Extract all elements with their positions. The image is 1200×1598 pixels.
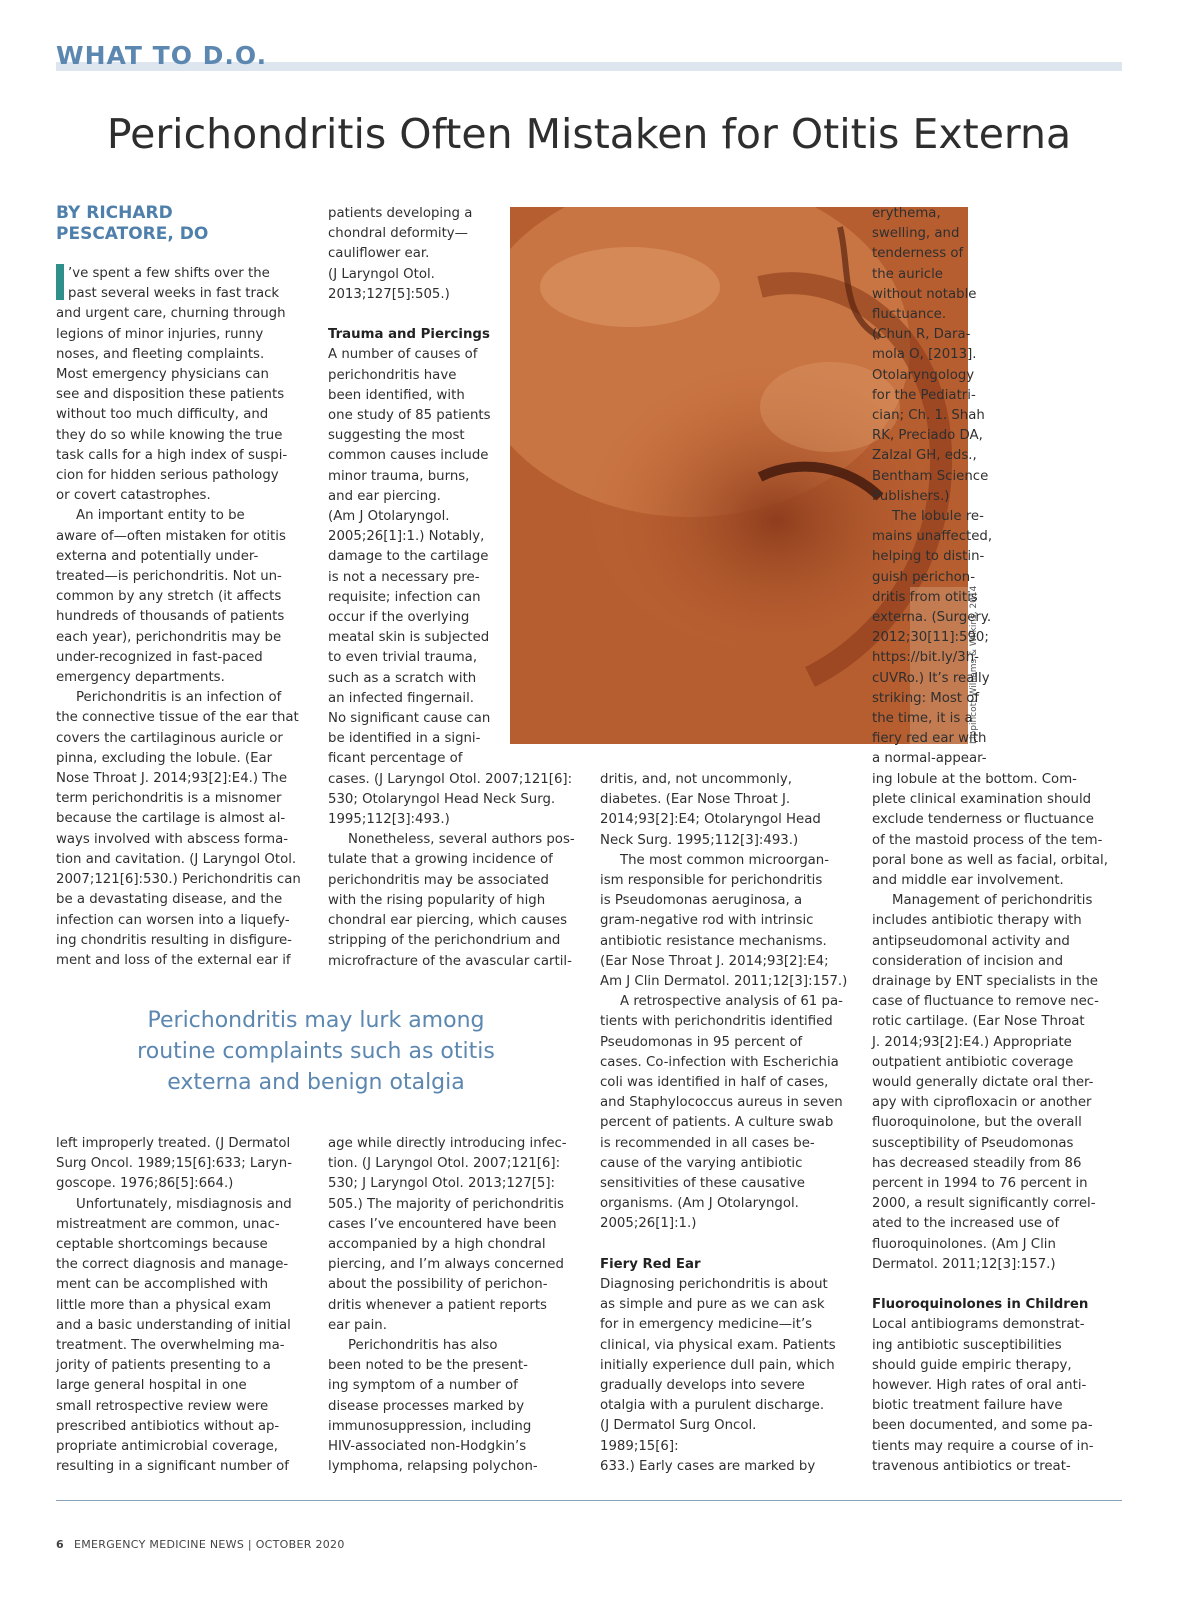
text-line: occur if the overlying	[328, 610, 470, 626]
text-line: Nose Throat J. 2014;93[2]:E4.) The	[56, 771, 288, 787]
text-line: Perichondritis has also	[348, 1338, 498, 1354]
text-line: little more than a physical exam	[56, 1297, 272, 1313]
section-label: WHAT TO D.O.	[56, 41, 268, 70]
text-line: because the cartilage is almost al-	[56, 811, 286, 827]
text-line: cian; Ch. 1. Shah	[872, 408, 985, 424]
text-line: ing chondritis resulting in disfigure-	[56, 932, 292, 948]
text-line: damage to the cartilage	[328, 549, 489, 565]
text-line: 2012;30[11]:590;	[872, 630, 989, 646]
text-line: stripping of the perichondrium and	[328, 933, 561, 949]
text-line: striking: Most of	[872, 690, 980, 706]
text-line: 1989;15[6]:	[600, 1438, 679, 1454]
text-line: swelling, and	[872, 226, 960, 242]
text-line: tients may require a course of in-	[872, 1438, 1094, 1454]
text-line: Most emergency physicians can	[56, 367, 269, 383]
text-line: Nonetheless, several authors pos-	[348, 832, 575, 848]
text-line: No significant cause can	[328, 711, 491, 727]
text-line: dritis, and, not uncommonly,	[600, 772, 792, 787]
text-line: microfracture of the avascular cartil-	[328, 953, 572, 969]
text-line: (Chun R, Dara-	[872, 327, 971, 343]
text-line: ficant percentage of	[328, 751, 463, 767]
text-line: without too much difficulty, and	[56, 407, 269, 423]
text-line: guish perichon-	[872, 569, 976, 585]
text-line: tenderness of	[872, 246, 964, 262]
text-line: Otolaryngology	[872, 367, 975, 383]
text-line: externa and potentially under-	[56, 548, 259, 564]
pull-quote-line: externa and benign otalgia	[167, 1070, 465, 1095]
text-line: and middle ear involvement.	[872, 873, 1064, 889]
pull-quote	[86, 1005, 546, 1098]
text-line: 530; J Laryngol Otol. 2013;127[5]:	[328, 1176, 556, 1192]
text-line: past several weeks in fast track	[68, 286, 280, 302]
text-line: 505.) The majority of perichondritis	[328, 1196, 564, 1212]
text-line: HIV-associated non-Hodgkin’s	[328, 1439, 527, 1455]
text-line: 530; Otolaryngol Head Neck Surg.	[328, 791, 556, 807]
text-line: RK, Preciado DA,	[872, 428, 983, 444]
text-line: ment can be accomplished with	[56, 1277, 269, 1293]
pull-quote-line: Perichondritis may lurk among	[147, 1008, 485, 1033]
text-line: gram-negative rod with intrinsic	[600, 913, 814, 929]
text-line: age while directly introducing infec-	[328, 1136, 567, 1151]
text-line: lymphoma, relapsing polychon-	[328, 1459, 538, 1475]
text-line: common causes include	[328, 448, 489, 464]
text-line: Local antibiograms demonstrat-	[872, 1317, 1085, 1333]
text-line: Diagnosing perichondritis is about	[600, 1277, 828, 1293]
text-line: cases I’ve encountered have been	[328, 1216, 557, 1232]
text-line: cases. (J Laryngol Otol. 2007;121[6]:	[328, 771, 573, 787]
text-line: antipseudomonal activity and	[872, 933, 1070, 949]
text-line: legions of minor injuries, runny	[56, 326, 264, 342]
text-line: treated—is perichondritis. Not un-	[56, 569, 282, 585]
text-line: treatment. The overwhelming ma-	[56, 1338, 285, 1354]
text-line: disease processes marked by	[328, 1398, 525, 1414]
text-line: piercing, and I’m always concerned	[328, 1257, 564, 1273]
text-line: (J Laryngol Otol.	[328, 266, 435, 282]
text-line: resulting in a significant number of	[56, 1459, 289, 1475]
text-line: ceptable shortcomings because	[56, 1237, 268, 1253]
text-line: each year), perichondritis may be	[56, 629, 282, 645]
text-line: poral bone as well as facial, orbital,	[872, 852, 1108, 868]
text-line: propriate antimicrobial coverage,	[56, 1439, 279, 1455]
text-line: 2014;93[2]:E4; Otolaryngol Head	[600, 812, 821, 828]
text-line: ear pain.	[328, 1317, 387, 1333]
text-line: Pseudomonas in 95 percent of	[600, 1034, 803, 1050]
text-line: An important entity to be	[76, 508, 245, 524]
text-line: the auricle	[872, 266, 943, 282]
text-line: percent of patients. A culture swab	[600, 1115, 834, 1131]
text-line: small retrospective review were	[56, 1398, 269, 1414]
text-line: 2007;121[6]:530.) Perichondritis can	[56, 872, 301, 888]
text-line: left improperly treated. (J Dermatol	[56, 1136, 291, 1151]
text-line: and ear piercing.	[328, 488, 441, 504]
text-line: susceptibility of Pseudomonas	[872, 1135, 1074, 1151]
text-line: apy with ciprofloxacin or another	[872, 1095, 1092, 1111]
text-line: aware of—often mistaken for otitis	[56, 528, 286, 544]
text-line: coli was identified in half of cases,	[600, 1075, 829, 1091]
text-line: the connective tissue of the ear that	[56, 710, 299, 726]
headline: Perichondritis Often Mistaken for Otitis Externa	[106, 110, 1072, 158]
text-line: Bentham Science	[872, 468, 989, 484]
text-line: chondral ear piercing, which causes	[328, 913, 567, 929]
text-line: and urgent care, churning through	[56, 306, 286, 322]
text-line: under-recognized in fast-paced	[56, 649, 263, 665]
text-line: and a basic understanding of initial	[56, 1317, 291, 1333]
text-line: perichondritis may be associated	[328, 872, 549, 888]
text-line: drainage by ENT specialists in the	[872, 974, 1098, 990]
text-line: patients developing a	[328, 206, 473, 221]
text-line: 2000, a result significantly correl-	[872, 1196, 1096, 1212]
text-line: cause of the varying antibiotic	[600, 1155, 803, 1171]
text-line: been noted to be the present-	[328, 1358, 528, 1374]
text-line: ated to the increased use of	[872, 1216, 1060, 1232]
column-3-body	[600, 770, 850, 1477]
text-line: should guide empiric therapy,	[872, 1357, 1072, 1373]
text-line: clinical, via physical exam. Patients	[600, 1337, 836, 1353]
text-line: pinna, excluding the lobule. (Ear	[56, 750, 273, 766]
text-line: Am J Clin Dermatol. 2011;12[3]:157.)	[600, 974, 848, 990]
text-line: cion for hidden serious pathology	[56, 468, 279, 484]
text-line: been identified, with	[328, 387, 465, 403]
text-line: to even trivial trauma,	[328, 650, 478, 666]
text-line: the correct diagnosis and manage-	[56, 1257, 289, 1273]
text-line: fluoroquinolone, but the overall	[872, 1115, 1082, 1131]
text-line: covers the cartilaginous auricle or	[56, 730, 283, 746]
text-line: with the rising popularity of high	[328, 892, 546, 908]
byline-line: BY RICHARD	[56, 203, 173, 223]
text-line: percent in 1994 to 76 percent in	[872, 1176, 1088, 1192]
text-line: Fiery Red Ear	[600, 1256, 701, 1272]
text-line: A number of causes of	[328, 347, 478, 363]
text-line: dritis from otitis	[872, 589, 978, 605]
text-line: diabetes. (Ear Nose Throat J.	[600, 792, 791, 808]
text-line: see and disposition these patients	[56, 387, 285, 403]
text-line: fiery red ear with	[872, 731, 987, 747]
text-line: is recommended in all cases be-	[600, 1135, 815, 1151]
text-line: minor trauma, burns,	[328, 468, 470, 484]
text-line: term perichondritis is a misnomer	[56, 791, 282, 807]
text-line: consideration of incision and	[872, 953, 1064, 969]
text-line: large general hospital in one	[56, 1378, 247, 1394]
text-line: requisite; infection can	[328, 589, 481, 605]
text-line: be a devastating disease, and the	[56, 892, 283, 908]
text-line: accompanied by a high chondral	[328, 1237, 546, 1253]
text-line: exclude tenderness or fluctuance	[872, 812, 1094, 828]
publication-line: EMERGENCY MEDICINE NEWS | OCTOBER 2020	[73, 1538, 345, 1551]
text-line: outpatient antibiotic coverage	[872, 1054, 1074, 1070]
text-line: cauliflower ear.	[328, 246, 430, 262]
text-line: otalgia with a purulent discharge.	[600, 1398, 825, 1414]
byline-line: PESCATORE, DO	[56, 224, 209, 244]
text-line: prescribed antibiotics without ap-	[56, 1418, 280, 1434]
text-line: mains unaffected,	[872, 529, 993, 545]
text-line: 1995;112[3]:493.)	[328, 812, 450, 828]
text-line: 2005;26[1]:1.) Notably,	[328, 529, 485, 545]
column-1-top	[56, 264, 306, 971]
text-line: suggesting the most	[328, 428, 465, 444]
text-line: helping to distin-	[872, 549, 985, 565]
text-line: (J Dermatol Surg Oncol.	[600, 1418, 757, 1434]
text-line: (Am J Otolaryngol.	[328, 509, 450, 525]
byline	[56, 203, 306, 245]
text-line: cUVRo.) It’s really	[872, 670, 990, 686]
text-line: mistreatment are common, unac-	[56, 1216, 280, 1232]
text-line: the time, it is a	[872, 711, 973, 727]
text-line: ’ve spent a few shifts over the	[68, 266, 270, 281]
text-line: and Staphylococcus aureus in seven	[600, 1095, 843, 1111]
text-line: goscope. 1976;86[5]:664.)	[56, 1176, 234, 1192]
page-footer	[56, 1538, 345, 1551]
text-line: Publishers.)	[872, 488, 950, 504]
text-line: been documented, and some pa-	[872, 1418, 1093, 1434]
text-line: travenous antibiotics or treat-	[872, 1458, 1071, 1474]
text-line: mola O, [2013].	[872, 347, 977, 363]
text-line: immunosuppression, including	[328, 1418, 532, 1434]
text-line	[872, 1275, 1122, 1295]
text-line: organisms. (Am J Otolaryngol.	[600, 1196, 799, 1212]
text-line: such as a scratch with	[328, 670, 477, 686]
column-4-body	[872, 770, 1122, 1477]
text-line: rotic cartilage. (Ear Nose Throat	[872, 1014, 1085, 1030]
text-line: Surg Oncol. 1989;15[6]:633; Laryn-	[56, 1156, 293, 1172]
text-line: A retrospective analysis of 61 pa-	[620, 994, 843, 1010]
text-line: a normal-appear-	[872, 751, 987, 767]
text-line: (Ear Nose Throat J. 2014;93[2]:E4;	[600, 953, 829, 969]
text-line: be identified in a signi-	[328, 731, 481, 747]
column-2-bottom	[328, 1134, 578, 1477]
text-line: Perichondritis is an infection of	[76, 690, 282, 706]
text-line: Trauma and Piercings	[328, 327, 490, 343]
text-line: case of fluctuance to remove nec-	[872, 994, 1099, 1010]
text-line: is not a necessary pre-	[328, 569, 480, 585]
text-line: 633.) Early cases are marked by	[600, 1458, 816, 1474]
text-line: task calls for a high index of suspi-	[56, 447, 288, 463]
text-line: tulate that a growing incidence of	[328, 852, 553, 868]
text-line: 2005;26[1]:1.)	[600, 1216, 697, 1232]
text-line: biotic treatment failure have	[872, 1398, 1063, 1414]
text-line: Dermatol. 2011;12[3]:157.)	[872, 1256, 1056, 1272]
text-line: Neck Surg. 1995;112[3]:493.)	[600, 832, 799, 848]
text-line: has decreased steadily from 86	[872, 1155, 1082, 1171]
text-line: would generally dictate oral ther-	[872, 1075, 1094, 1091]
text-line: ing symptom of a number of	[328, 1378, 518, 1394]
text-line: or covert catastrophes.	[56, 488, 211, 504]
text-line: about the possibility of perichon-	[328, 1277, 548, 1293]
text-line: plete clinical examination should	[872, 792, 1092, 808]
text-line: ing antibiotic susceptibilities	[872, 1337, 1062, 1353]
text-line: ways involved with abscess forma-	[56, 831, 289, 847]
text-line: for the Pediatri-	[872, 387, 976, 403]
text-line: gradually develops into severe	[600, 1378, 805, 1394]
text-line: antibiotic resistance mechanisms.	[600, 933, 827, 949]
text-line: tion and cavitation. (J Laryngol Otol.	[56, 851, 297, 867]
text-line: meatal skin is subjected	[328, 630, 490, 646]
text-line: sensitivities of these causative	[600, 1176, 805, 1192]
text-line: for in emergency medicine—it’s	[600, 1317, 813, 1333]
text-line: Unfortunately, misdiagnosis and	[76, 1196, 292, 1212]
text-line: Fluoroquinolones in Children	[872, 1297, 1089, 1313]
text-line: ment and loss of the external ear if	[56, 952, 291, 968]
text-line: cases. Co-infection with Escherichia	[600, 1054, 839, 1070]
pull-quote-line: routine complaints such as otitis	[137, 1039, 495, 1064]
footer-rule	[56, 1500, 1122, 1501]
text-line: Management of perichondritis	[892, 893, 1093, 909]
text-line: however. High rates of oral anti-	[872, 1378, 1087, 1394]
page-number: 6	[56, 1538, 64, 1551]
column-4-top	[872, 204, 1122, 770]
text-line: emergency departments.	[56, 670, 225, 686]
text-line: of the mastoid process of the tem-	[872, 832, 1103, 848]
text-line: jority of patients presenting to a	[56, 1358, 271, 1374]
text-line: common by any stretch (it affects	[56, 589, 282, 605]
text-line: https://bit.ly/3h-	[872, 650, 979, 666]
text-line: an infected fingernail.	[328, 690, 475, 706]
text-line: infection can worsen into a liquefy-	[56, 912, 290, 928]
text-line	[600, 1235, 850, 1255]
text-line: as simple and pure as we can ask	[600, 1297, 825, 1313]
text-line: ing lobule at the bottom. Com-	[872, 772, 1077, 787]
text-line: tion. (J Laryngol Otol. 2007;121[6]:	[328, 1156, 561, 1172]
text-line: J. 2014;93[2]:E4.) Appropriate	[872, 1034, 1072, 1050]
text-line: 2013;127[5]:505.)	[328, 286, 450, 302]
text-line: Zalzal GH, eds.,	[872, 448, 977, 464]
text-line: tients with perichondritis identified	[600, 1014, 833, 1030]
column-1-bottom	[56, 1134, 306, 1477]
text-line: chondral deformity—	[328, 226, 468, 242]
text-line: erythema,	[872, 206, 941, 221]
photo-credit: Lippincott Williams & Wilkins, 2014	[969, 585, 979, 744]
text-line: hundreds of thousands of patients	[56, 609, 285, 625]
text-line: includes antibiotic therapy with	[872, 913, 1082, 929]
text-line: externa. (Surgery.	[872, 610, 992, 626]
text-line: is Pseudomonas aeruginosa, a	[600, 893, 803, 909]
text-line: ism responsible for perichondritis	[600, 873, 823, 889]
text-line: initially experience dull pain, which	[600, 1357, 835, 1373]
text-line: fluctuance.	[872, 307, 947, 323]
text-line: dritis whenever a patient reports	[328, 1297, 547, 1313]
text-line: The lobule re-	[892, 509, 984, 525]
text-line: fluoroquinolones. (Am J Clin	[872, 1236, 1056, 1252]
text-line: they do so while knowing the true	[56, 427, 283, 443]
text-line: without notable	[872, 286, 977, 302]
text-line: one study of 85 patients	[328, 408, 491, 424]
text-line: The most common microorgan-	[620, 852, 830, 868]
text-line: noses, and fleeting complaints.	[56, 346, 265, 362]
text-line: perichondritis have	[328, 367, 457, 383]
